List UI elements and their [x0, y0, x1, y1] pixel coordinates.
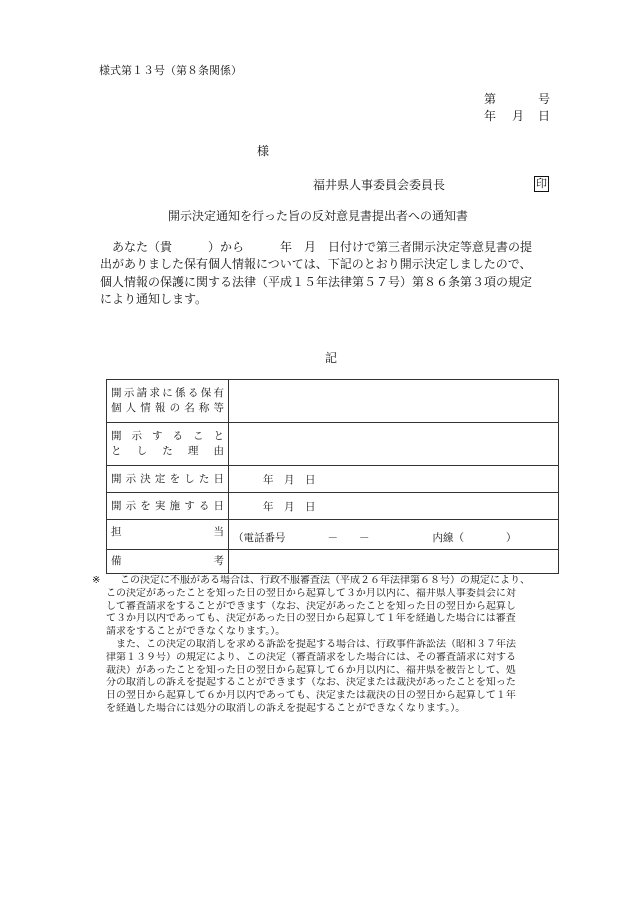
note-line: を経過した場合には処分の取消しの訴えを提起することができなくなります。）。	[106, 702, 466, 714]
note-line: して審査請求をすることができます（なお、決定があったことを知った日の翌日から起算し	[106, 600, 516, 612]
date-day: 日	[538, 109, 551, 123]
note-line: 裁決）があったことを知った日の翌日から起算して６か月以内に、福井県を被告として、処	[106, 664, 516, 676]
note-mark: ※	[92, 575, 101, 586]
value-disclosure-info-name[interactable]	[229, 380, 559, 423]
label-remarks: 備 考	[107, 550, 229, 574]
note-line: て３か月以内であっても、決定があった日の翌日から起算して１年を経過した場合には審査	[106, 613, 516, 625]
date-year: 年	[484, 109, 497, 123]
label-implementation-date: 開 示 を 実 施 す る 日	[107, 493, 229, 520]
table-row	[107, 493, 559, 520]
note-line: 律第１３９号）の規定により、この決定（審査請求をした場合には、その審査請求に対する	[106, 651, 516, 663]
note-line: この決定に不服がある場合は、行政不服審査法（平成２６年法律第６８号）の規定により、	[120, 575, 530, 586]
value-contact-person[interactable]	[229, 520, 559, 550]
table-row	[107, 520, 559, 550]
document-title: 開示決定通知を行った旨の反対意見書提出者への通知書	[168, 209, 469, 223]
form-number: 様式第１３号（第８条関係）	[99, 64, 242, 77]
label-contact-person: 担 当	[107, 520, 229, 550]
note-line: また、この決定の取消しを求める訴訟を提起する場合は、行政事件訴訟法（昭和３７年法	[106, 638, 516, 650]
note-line: 分の取消しの訴えを提起することができます（なお、決定または裁決があったことを知った	[106, 677, 516, 689]
body-paragraph	[100, 239, 562, 308]
note-line: 請求をすることができなくなります。）。	[106, 626, 286, 638]
value-remarks[interactable]	[229, 550, 559, 574]
document-number-prefix: 第	[484, 92, 497, 106]
label-decision-date: 開 示 決 定 を し た 日	[107, 466, 229, 493]
body-line: あなた（貴 ）から 年 月 日付けで第三者開示決定等意見書の提	[100, 240, 533, 254]
value-disclosure-reason[interactable]	[229, 423, 559, 466]
phone-number-line: （電話番号 － － 内線（ ）	[233, 532, 517, 544]
table-row	[107, 466, 559, 493]
label-disclosure-reason: 開 示 す る こ と と し た 理 由	[107, 423, 229, 466]
table-row	[107, 550, 559, 574]
date-month: 月	[512, 109, 525, 123]
sender-name: 福井県人事委員会委員長	[313, 178, 446, 192]
document-number-suffix: 号	[538, 92, 551, 106]
ki-heading: 記	[325, 351, 338, 365]
body-line: 個人情報の保護に関する法律（平成１５年法律第５７号）第８６条第３項の規定	[100, 274, 533, 289]
appeal-notes	[92, 575, 576, 716]
addressee-suffix: 様	[257, 144, 270, 158]
table-row	[107, 423, 559, 466]
value-decision-date[interactable]: 年 月 日	[229, 466, 559, 493]
notice-details-table	[106, 379, 559, 574]
body-line: 出がありました保有個人情報については、下記のとおり開示決定しましたので、	[100, 257, 532, 272]
note-line: 日の翌日から起算して６か月以内であっても、決定または裁決の日の翌日から起算して１年	[106, 690, 516, 702]
value-implementation-date[interactable]: 年 月 日	[229, 493, 559, 520]
note-line: この決定があったことを知った日の翌日から起算して３か月以内に、福井県人事委員会に対	[106, 587, 516, 599]
label-disclosure-info-name: 開 示 請 求 に 係 る 保 有 個 人 情 報 の 名 称 等	[107, 380, 229, 423]
body-line: により通知します。	[100, 291, 208, 306]
table-row	[107, 380, 559, 423]
seal-stamp: 印	[536, 177, 547, 190]
